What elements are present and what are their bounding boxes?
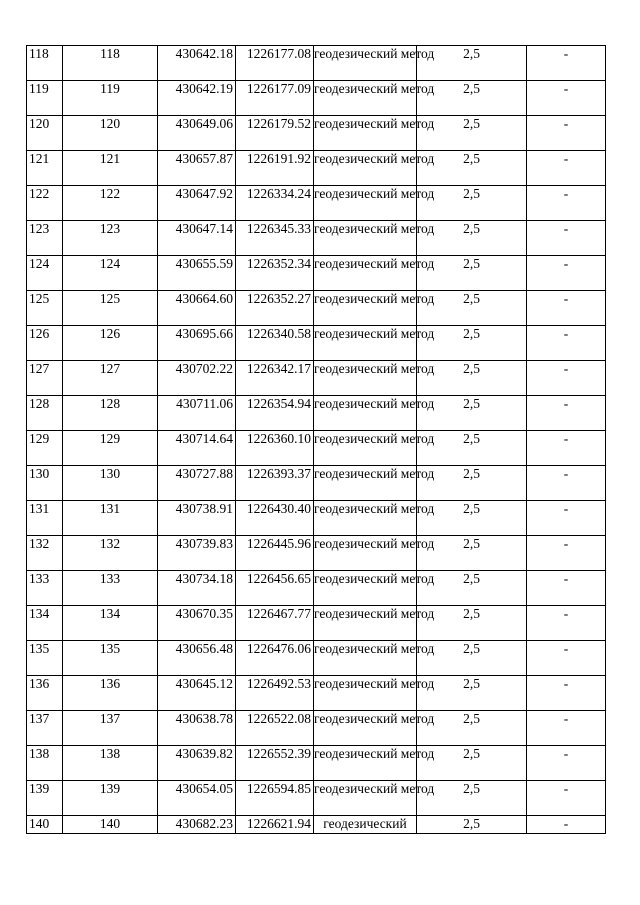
y-coordinate-cell: 1226594.85 xyxy=(236,781,314,816)
note-cell: - xyxy=(527,641,606,676)
point-number-cell: 138 xyxy=(63,746,158,781)
accuracy-cell: 2,5 xyxy=(417,46,527,81)
note-cell: - xyxy=(527,431,606,466)
row-number-cell: 138 xyxy=(27,746,63,781)
row-number-cell: 118 xyxy=(27,46,63,81)
row-number-cell: 140 xyxy=(27,816,63,834)
y-coordinate-cell: 1226476.06 xyxy=(236,641,314,676)
x-coordinate-cell: 430711.06 xyxy=(158,396,236,431)
x-coordinate-cell: 430654.05 xyxy=(158,781,236,816)
row-number-cell: 135 xyxy=(27,641,63,676)
accuracy-cell: 2,5 xyxy=(417,186,527,221)
note-cell: - xyxy=(527,221,606,256)
accuracy-cell: 2,5 xyxy=(417,676,527,711)
x-coordinate-cell: 430695.66 xyxy=(158,326,236,361)
note-cell: - xyxy=(527,361,606,396)
accuracy-cell: 2,5 xyxy=(417,641,527,676)
y-coordinate-cell: 1226352.34 xyxy=(236,256,314,291)
y-coordinate-cell: 1226360.10 xyxy=(236,431,314,466)
accuracy-cell: 2,5 xyxy=(417,151,527,186)
point-number-cell: 132 xyxy=(63,536,158,571)
accuracy-cell: 2,5 xyxy=(417,116,527,151)
table-row xyxy=(27,361,606,396)
y-coordinate-cell: 1226191.92 xyxy=(236,151,314,186)
x-coordinate-cell: 430682.23 xyxy=(158,816,236,834)
table-row xyxy=(27,151,606,186)
accuracy-cell: 2,5 xyxy=(417,571,527,606)
accuracy-cell: 2,5 xyxy=(417,711,527,746)
method-cell: геодезический метод xyxy=(314,81,417,116)
point-number-cell: 122 xyxy=(63,186,158,221)
point-number-cell: 133 xyxy=(63,571,158,606)
method-cell: геодезический метод xyxy=(314,116,417,151)
note-cell: - xyxy=(527,326,606,361)
note-cell: - xyxy=(527,501,606,536)
method-cell: геодезический метод xyxy=(314,676,417,711)
note-cell: - xyxy=(527,606,606,641)
table-row xyxy=(27,571,606,606)
accuracy-cell: 2,5 xyxy=(417,746,527,781)
point-number-cell: 125 xyxy=(63,291,158,326)
coordinates-table xyxy=(26,45,606,834)
y-coordinate-cell: 1226492.53 xyxy=(236,676,314,711)
accuracy-cell: 2,5 xyxy=(417,361,527,396)
point-number-cell: 139 xyxy=(63,781,158,816)
note-cell: - xyxy=(527,151,606,186)
point-number-cell: 140 xyxy=(63,816,158,834)
point-number-cell: 137 xyxy=(63,711,158,746)
row-number-cell: 131 xyxy=(27,501,63,536)
point-number-cell: 135 xyxy=(63,641,158,676)
table-row xyxy=(27,641,606,676)
note-cell: - xyxy=(527,676,606,711)
row-number-cell: 122 xyxy=(27,186,63,221)
accuracy-cell: 2,5 xyxy=(417,536,527,571)
note-cell: - xyxy=(527,81,606,116)
method-cell: геодезический метод xyxy=(314,641,417,676)
point-number-cell: 134 xyxy=(63,606,158,641)
method-cell: геодезический метод xyxy=(314,536,417,571)
note-cell: - xyxy=(527,711,606,746)
accuracy-cell: 2,5 xyxy=(417,81,527,116)
accuracy-cell: 2,5 xyxy=(417,431,527,466)
point-number-cell: 129 xyxy=(63,431,158,466)
x-coordinate-cell: 430702.22 xyxy=(158,361,236,396)
x-coordinate-cell: 430656.48 xyxy=(158,641,236,676)
table-row xyxy=(27,536,606,571)
accuracy-cell: 2,5 xyxy=(417,466,527,501)
method-cell: геодезический метод xyxy=(314,326,417,361)
row-number-cell: 137 xyxy=(27,711,63,746)
point-number-cell: 120 xyxy=(63,116,158,151)
row-number-cell: 130 xyxy=(27,466,63,501)
y-coordinate-cell: 1226522.08 xyxy=(236,711,314,746)
table-row xyxy=(27,186,606,221)
y-coordinate-cell: 1226177.08 xyxy=(236,46,314,81)
y-coordinate-cell: 1226352.27 xyxy=(236,291,314,326)
accuracy-cell: 2,5 xyxy=(417,221,527,256)
note-cell: - xyxy=(527,536,606,571)
accuracy-cell: 2,5 xyxy=(417,781,527,816)
point-number-cell: 123 xyxy=(63,221,158,256)
y-coordinate-cell: 1226340.58 xyxy=(236,326,314,361)
point-number-cell: 136 xyxy=(63,676,158,711)
method-cell: геодезический метод xyxy=(314,151,417,186)
row-number-cell: 120 xyxy=(27,116,63,151)
y-coordinate-cell: 1226621.94 xyxy=(236,816,314,834)
table-row xyxy=(27,606,606,641)
x-coordinate-cell: 430734.18 xyxy=(158,571,236,606)
note-cell: - xyxy=(527,116,606,151)
note-cell: - xyxy=(527,466,606,501)
note-cell: - xyxy=(527,291,606,326)
table-row xyxy=(27,781,606,816)
point-number-cell: 128 xyxy=(63,396,158,431)
table-row xyxy=(27,81,606,116)
row-number-cell: 126 xyxy=(27,326,63,361)
x-coordinate-cell: 430647.14 xyxy=(158,221,236,256)
method-cell: геодезический метод xyxy=(314,396,417,431)
x-coordinate-cell: 430642.18 xyxy=(158,46,236,81)
y-coordinate-cell: 1226445.96 xyxy=(236,536,314,571)
method-cell: геодезический xyxy=(314,816,417,834)
y-coordinate-cell: 1226179.52 xyxy=(236,116,314,151)
table-row xyxy=(27,326,606,361)
table-row xyxy=(27,466,606,501)
x-coordinate-cell: 430739.83 xyxy=(158,536,236,571)
y-coordinate-cell: 1226456.65 xyxy=(236,571,314,606)
table-row xyxy=(27,746,606,781)
note-cell: - xyxy=(527,186,606,221)
table-row xyxy=(27,431,606,466)
x-coordinate-cell: 430642.19 xyxy=(158,81,236,116)
method-cell: геодезический метод xyxy=(314,746,417,781)
x-coordinate-cell: 430714.64 xyxy=(158,431,236,466)
row-number-cell: 124 xyxy=(27,256,63,291)
y-coordinate-cell: 1226467.77 xyxy=(236,606,314,641)
note-cell: - xyxy=(527,396,606,431)
point-number-cell: 119 xyxy=(63,81,158,116)
method-cell: геодезический метод xyxy=(314,571,417,606)
x-coordinate-cell: 430670.35 xyxy=(158,606,236,641)
note-cell: - xyxy=(527,256,606,291)
accuracy-cell: 2,5 xyxy=(417,501,527,536)
y-coordinate-cell: 1226393.37 xyxy=(236,466,314,501)
x-coordinate-cell: 430639.82 xyxy=(158,746,236,781)
point-number-cell: 121 xyxy=(63,151,158,186)
point-number-cell: 126 xyxy=(63,326,158,361)
note-cell: - xyxy=(527,781,606,816)
row-number-cell: 119 xyxy=(27,81,63,116)
y-coordinate-cell: 1226354.94 xyxy=(236,396,314,431)
x-coordinate-cell: 430649.06 xyxy=(158,116,236,151)
accuracy-cell: 2,5 xyxy=(417,326,527,361)
method-cell: геодезический метод xyxy=(314,781,417,816)
method-cell: геодезический метод xyxy=(314,221,417,256)
table-row xyxy=(27,221,606,256)
table-row xyxy=(27,46,606,81)
accuracy-cell: 2,5 xyxy=(417,816,527,834)
x-coordinate-cell: 430664.60 xyxy=(158,291,236,326)
table-row xyxy=(27,291,606,326)
point-number-cell: 118 xyxy=(63,46,158,81)
note-cell: - xyxy=(527,816,606,834)
method-cell: геодезический метод xyxy=(314,466,417,501)
method-cell: геодезический метод xyxy=(314,186,417,221)
coordinates-table-body xyxy=(27,46,606,834)
method-cell: геодезический метод xyxy=(314,46,417,81)
row-number-cell: 139 xyxy=(27,781,63,816)
y-coordinate-cell: 1226552.39 xyxy=(236,746,314,781)
y-coordinate-cell: 1226177.09 xyxy=(236,81,314,116)
row-number-cell: 125 xyxy=(27,291,63,326)
table-row xyxy=(27,256,606,291)
y-coordinate-cell: 1226342.17 xyxy=(236,361,314,396)
row-number-cell: 127 xyxy=(27,361,63,396)
x-coordinate-cell: 430647.92 xyxy=(158,186,236,221)
accuracy-cell: 2,5 xyxy=(417,291,527,326)
method-cell: геодезический метод xyxy=(314,361,417,396)
note-cell: - xyxy=(527,46,606,81)
x-coordinate-cell: 430655.59 xyxy=(158,256,236,291)
x-coordinate-cell: 430638.78 xyxy=(158,711,236,746)
point-number-cell: 131 xyxy=(63,501,158,536)
x-coordinate-cell: 430645.12 xyxy=(158,676,236,711)
table-row xyxy=(27,396,606,431)
table-row xyxy=(27,501,606,536)
row-number-cell: 121 xyxy=(27,151,63,186)
row-number-cell: 134 xyxy=(27,606,63,641)
accuracy-cell: 2,5 xyxy=(417,396,527,431)
y-coordinate-cell: 1226430.40 xyxy=(236,501,314,536)
table-row xyxy=(27,116,606,151)
point-number-cell: 124 xyxy=(63,256,158,291)
method-cell: геодезический метод xyxy=(314,711,417,746)
x-coordinate-cell: 430727.88 xyxy=(158,466,236,501)
accuracy-cell: 2,5 xyxy=(417,606,527,641)
point-number-cell: 130 xyxy=(63,466,158,501)
y-coordinate-cell: 1226334.24 xyxy=(236,186,314,221)
y-coordinate-cell: 1226345.33 xyxy=(236,221,314,256)
method-cell: геодезический метод xyxy=(314,291,417,326)
row-number-cell: 133 xyxy=(27,571,63,606)
point-number-cell: 127 xyxy=(63,361,158,396)
method-cell: геодезический метод xyxy=(314,431,417,466)
table-row xyxy=(27,816,606,834)
row-number-cell: 136 xyxy=(27,676,63,711)
row-number-cell: 132 xyxy=(27,536,63,571)
note-cell: - xyxy=(527,746,606,781)
table-row xyxy=(27,676,606,711)
method-cell: геодезический метод xyxy=(314,256,417,291)
x-coordinate-cell: 430657.87 xyxy=(158,151,236,186)
note-cell: - xyxy=(527,571,606,606)
row-number-cell: 128 xyxy=(27,396,63,431)
table-row xyxy=(27,711,606,746)
row-number-cell: 129 xyxy=(27,431,63,466)
method-cell: геодезический метод xyxy=(314,606,417,641)
accuracy-cell: 2,5 xyxy=(417,256,527,291)
row-number-cell: 123 xyxy=(27,221,63,256)
x-coordinate-cell: 430738.91 xyxy=(158,501,236,536)
method-cell: геодезический метод xyxy=(314,501,417,536)
